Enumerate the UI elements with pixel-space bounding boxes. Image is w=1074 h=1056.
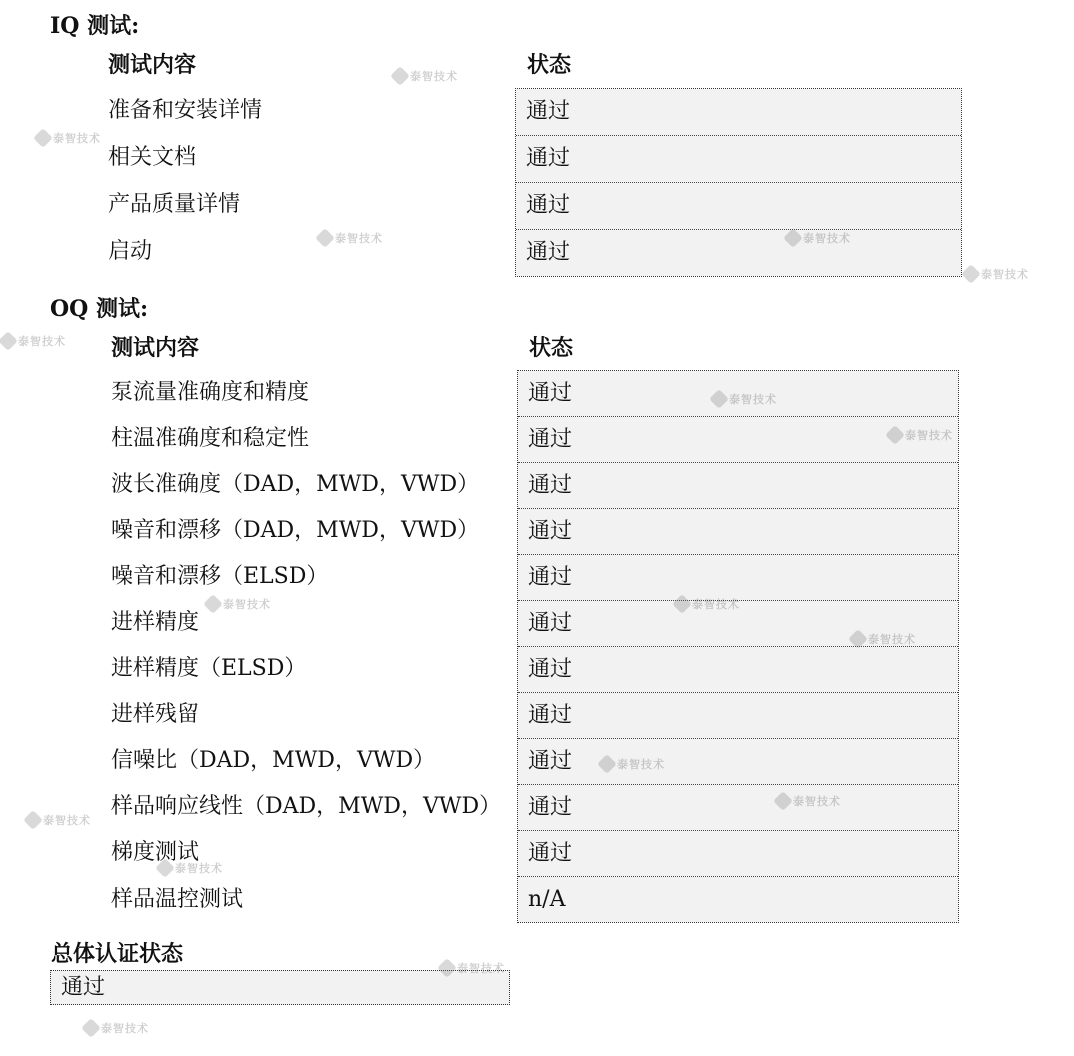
oq-header-status: 状态 (529, 335, 574, 361)
iq-header-test-item: 测试内容 (108, 52, 197, 78)
watermark-text: 泰智技术 (410, 70, 458, 83)
oq-item-label: 进样精度（ELSD） (111, 656, 307, 681)
oq-status-cell: 通过 (518, 417, 958, 463)
oq-status-cell: 通过 (518, 739, 958, 785)
watermark (964, 266, 1029, 282)
watermark-text: 泰智技术 (692, 598, 740, 611)
oq-section-title: OQ 测试: (50, 296, 149, 322)
oq-item-label: 样品温控测试 (111, 887, 244, 912)
iq-status-cell: 通过 (516, 183, 961, 230)
iq-status-cell: 通过 (516, 89, 961, 136)
watermark-text: 泰智技术 (335, 232, 383, 245)
oq-status-cell: 通过 (518, 693, 958, 739)
oq-item-label: 噪音和漂移（DAD，MWD，VWD） (111, 518, 480, 543)
watermark-text: 泰智技术 (457, 962, 505, 975)
iq-header-status: 状态 (527, 52, 572, 78)
oq-header-test-item: 测试内容 (111, 335, 200, 361)
oq-status-cell: 通过 (518, 555, 958, 601)
watermark (36, 130, 101, 146)
oq-status-cell: 通过 (518, 831, 958, 877)
watermark-text: 泰智技术 (53, 132, 101, 145)
watermark-text: 泰智技术 (43, 814, 91, 827)
oq-status-cell: 通过 (518, 647, 958, 693)
watermark (1, 333, 66, 349)
watermark-text: 泰智技术 (18, 335, 66, 348)
overall-status-title: 总体认证状态 (51, 941, 184, 967)
iq-status-cell: 通过 (516, 136, 961, 183)
oq-item-label: 柱温准确度和稳定性 (111, 426, 310, 451)
watermark-logo-icon (81, 1018, 101, 1038)
watermark-text: 泰智技术 (223, 598, 271, 611)
oq-status-cell: 通过 (518, 601, 958, 647)
iq-item-label: 相关文档 (108, 145, 197, 170)
watermark-logo-icon (390, 66, 410, 86)
watermark-logo-icon (23, 810, 43, 830)
watermark-text: 泰智技术 (101, 1022, 149, 1035)
overall-status-box: 通过 (50, 970, 510, 1005)
oq-status-cell: 通过 (518, 371, 958, 417)
watermark-text: 泰智技术 (868, 633, 916, 646)
watermark-text: 泰智技术 (175, 862, 223, 875)
oq-status-cell: 通过 (518, 463, 958, 509)
oq-status-cell: 通过 (518, 509, 958, 555)
watermark (393, 68, 458, 84)
oq-item-label: 样品响应线性（DAD，MWD，VWD） (111, 794, 502, 819)
watermark-logo-icon (315, 228, 335, 248)
watermark-text: 泰智技术 (905, 429, 953, 442)
iq-status-table (515, 88, 962, 277)
oq-item-label: 进样精度 (111, 610, 200, 635)
iq-item-label: 准备和安装详情 (108, 98, 263, 123)
watermark-text: 泰智技术 (793, 795, 841, 808)
oq-item-label: 梯度测试 (111, 840, 200, 865)
oq-item-label: 泵流量准确度和精度 (111, 380, 310, 405)
watermark-text: 泰智技术 (803, 232, 851, 245)
oq-status-cell: n/A (518, 877, 958, 922)
iq-item-label: 启动 (108, 239, 153, 264)
iq-section-title: IQ 测试: (50, 13, 140, 39)
iq-status-cell: 通过 (516, 230, 961, 276)
watermark (206, 596, 271, 612)
watermark (26, 812, 91, 828)
oq-status-table (517, 370, 959, 923)
oq-item-label: 信噪比（DAD，MWD，VWD） (111, 748, 436, 773)
watermark-logo-icon (203, 594, 223, 614)
watermark-logo-icon (33, 128, 53, 148)
watermark-text: 泰智技术 (617, 758, 665, 771)
iq-item-label: 产品质量详情 (108, 192, 241, 217)
oq-item-label: 波长准确度（DAD，MWD，VWD） (111, 472, 480, 497)
oq-item-label: 噪音和漂移（ELSD） (111, 564, 329, 589)
watermark (318, 230, 383, 246)
oq-status-cell: 通过 (518, 785, 958, 831)
watermark-logo-icon (961, 264, 981, 284)
watermark (84, 1020, 149, 1036)
watermark-text: 泰智技术 (729, 393, 777, 406)
watermark-logo-icon (0, 331, 18, 351)
oq-item-label: 进样残留 (111, 702, 200, 727)
watermark-text: 泰智技术 (981, 268, 1029, 281)
